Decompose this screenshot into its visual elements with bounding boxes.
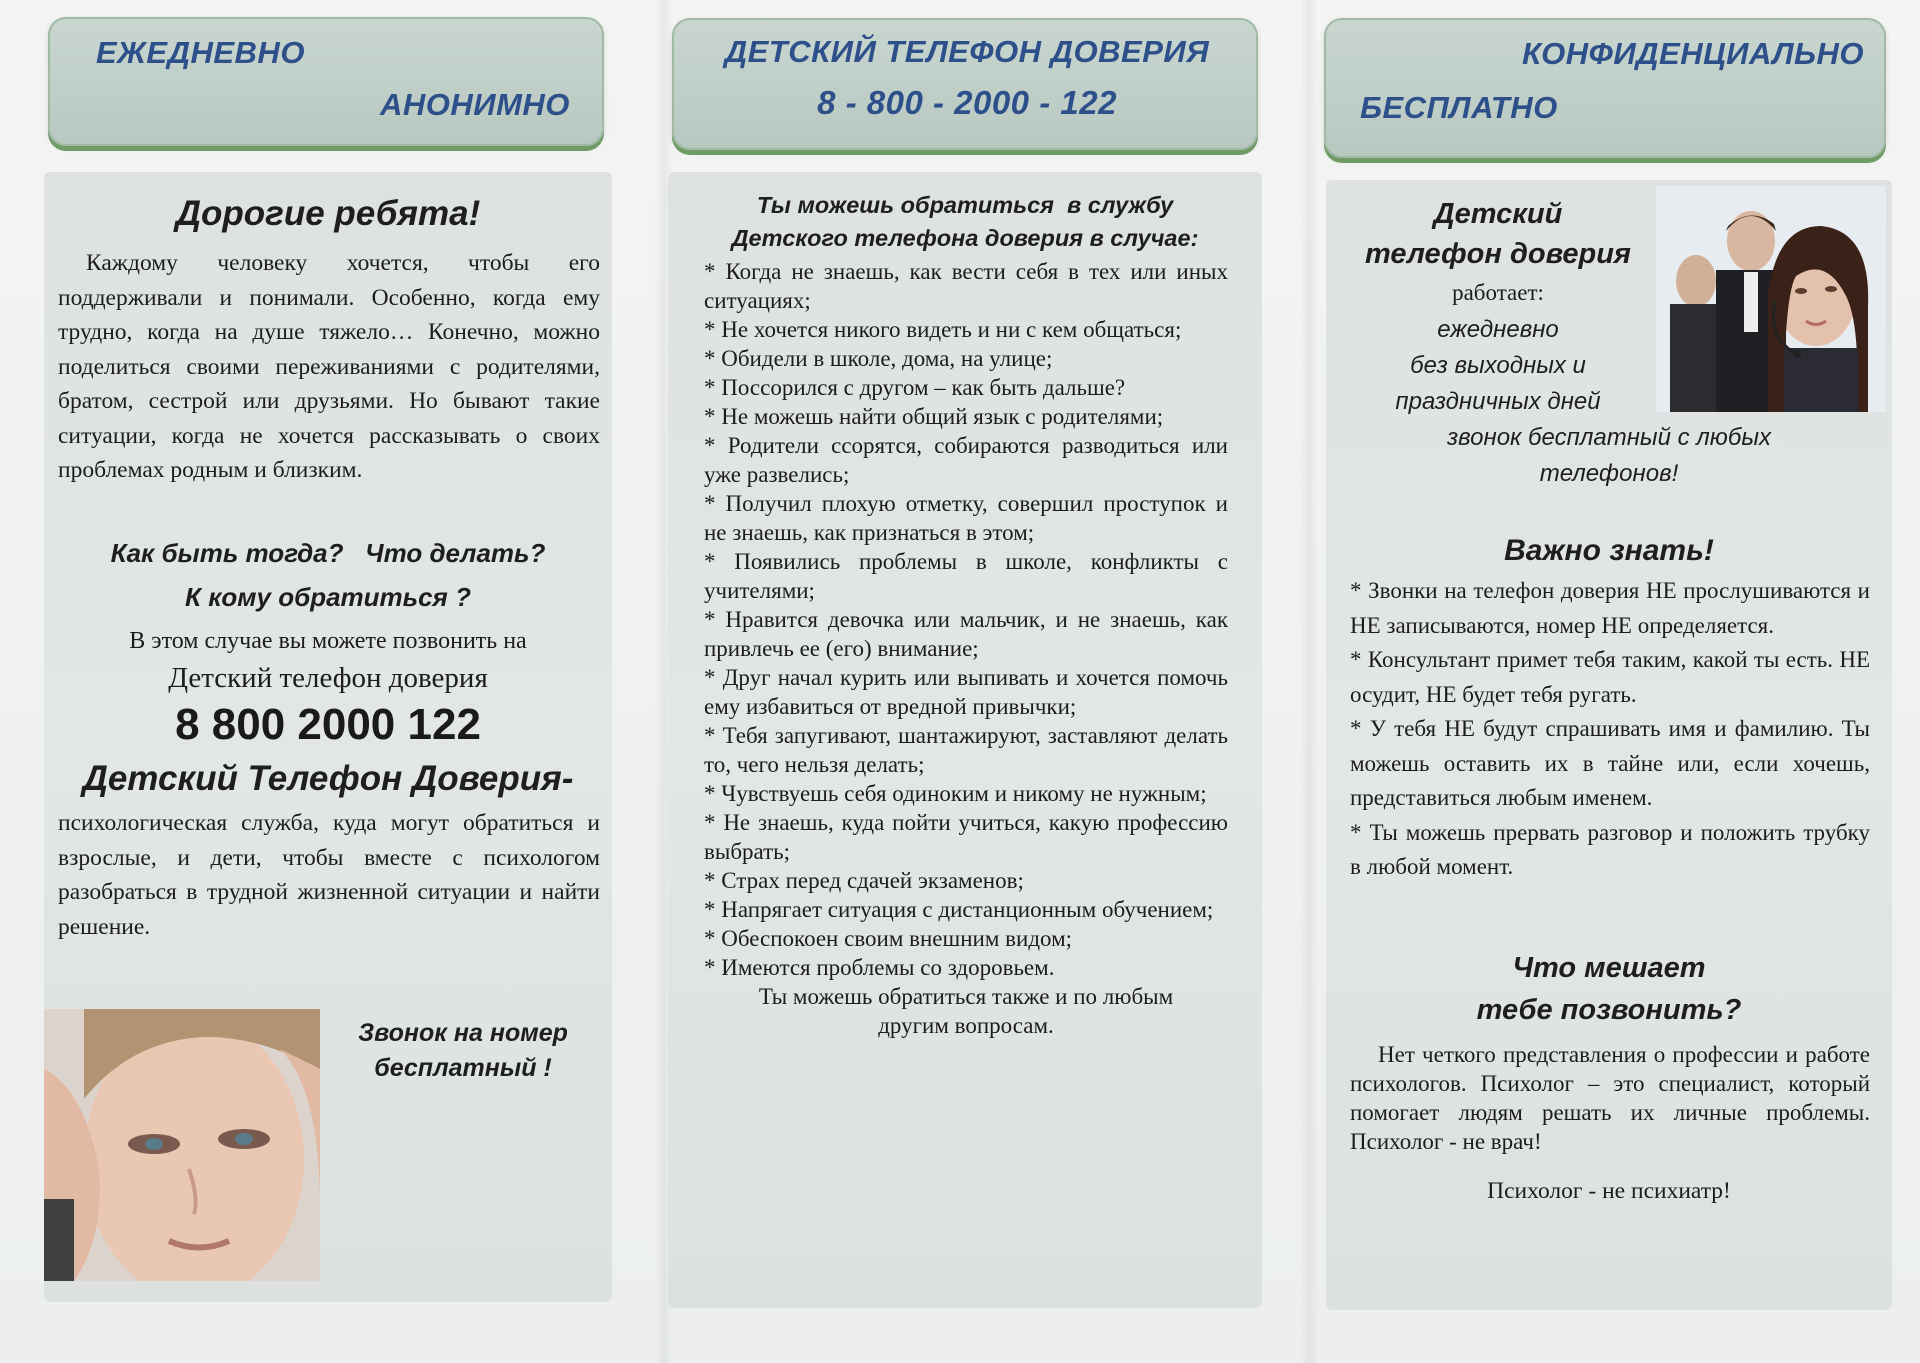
call-text: В этом случае вы можете позвонить на [129,628,527,654]
list-item: * Имеются проблемы со здоровьем. [704,955,1055,980]
greeting-heading: Дорогие ребята! [175,194,481,233]
free-any-phone: звонок бесплатный с любых [1446,424,1771,451]
left-panel [44,172,612,1302]
free-call-note: Звонок на номер бесплатный ! [358,1019,568,1082]
list-item: * Когда не знаешь, как вести себя в тех или иных ситуациях; [704,259,1228,313]
crying-boy-photo [44,1009,320,1281]
question-what-to-do: Как быть тогда? Что делать? [110,538,546,568]
obstacle-heading-1: Что мешает [1512,952,1706,984]
right-banner [1324,18,1886,158]
list-item: * Родители ссорятся, собираются разводиться или уже развелись; [704,433,1228,487]
banner-hotline-title: ДЕТСКИЙ ТЕЛЕФОН ДОВЕРИЯ [724,34,1210,69]
list-item: * Друг начал курить или выпивать и хочется помочь ему избавиться от вредной привычки; [704,665,1228,719]
phone-number: 8 800 2000 122 [175,700,481,749]
list-item: * Не хочется никого видеть и ни с кем общаться; [704,317,1182,342]
service-description: психологическая служба, куда могут обратиться и взрослые, и дети, чтобы вместе с психологом разобраться в трудной жизненной ситуации и найти решение. [58,810,600,940]
list-item: * Получил плохую отметку, совершил проступок и не знаешь, как признаться в этом; [704,491,1228,545]
list-item: * Консультант примет тебя таким, какой ты есть. НЕ осудит, НЕ будет тебя ругать. [1350,647,1870,707]
right-title-line-2: телефон доверия [1364,238,1632,270]
intro-paragraph: Каждому человеку хочется, чтобы его поддерживали и понимали. Особенно, когда ему трудно, когда на душе тяжело… Конечно, можно поделиться своими переживаниями с родителями, братом, сестрой или друзьями. Но бывают такие ситуации, когда не хочется рассказывать о своих проблемах родным и близким. [58,250,600,483]
list-item: * Не можешь найти общий язык с родителями; [704,404,1164,429]
list-item: * Тебя запугивают, шантажируют, заставляют делать то, чего нельзя делать; [704,723,1228,777]
obstacle-text: Нет четкого представления о профессии и работе психологов. Психолог – это специалист, который помогает людям решать их личные проблемы. Психолог - не врач! [1350,1042,1870,1154]
list-item: * Не знаешь, куда пойти учиться, какую профессию выбрать; [704,810,1228,864]
service-heading: Детский Телефон Доверия- [82,759,574,798]
list-item: * Звонки на телефон доверия НЕ прослушиваются и НЕ записываются, номер НЕ определяется. [1350,578,1870,638]
list-item: * Появились проблемы в школе, конфликты с учителями; [704,549,1228,603]
right-title-line-1: Детский [1433,198,1563,230]
list-item: * У тебя НЕ будут спрашивать имя и фамилию. Ты можешь оставить их в тайне или, если хочешь, представиться любым именем. [1350,716,1870,810]
banner-hotline-phone: 8 - 800 - 2000 - 122 [817,84,1117,121]
list-item: * Обеспокоен своим внешним видом; [704,926,1073,951]
hours-no-weekends: без выходных и [1410,352,1586,379]
middle-panel [668,172,1262,1308]
operators-photo [1656,186,1886,412]
final-note: Психолог - не психиатр! [1487,1178,1731,1204]
banner-word-anonymous: АНОНИМНО [380,87,570,122]
list-item: * Страх перед сдачей экзаменов; [704,868,1024,893]
banner-word-free: БЕСПЛАТНО [1360,90,1558,125]
left-banner [48,17,604,146]
list-item: * Ты можешь прервать разговор и положить трубку в любой момент. [1350,819,1870,879]
question-whom-to-contact: К кому обратиться ? [185,582,471,612]
middle-heading-1: Ты можешь обратиться в службу [756,192,1174,218]
free-any-phone-2: телефонов! [1539,460,1679,487]
list-item: * Напрягает ситуация с дистанционным обучением; [704,897,1214,922]
list-item: * Поссорился с другом – как быть дальше? [704,375,1126,400]
facts-list [1350,574,1870,885]
obstacle-heading-2: тебе позвонить? [1476,994,1742,1026]
list-item: * Нравится девочка или мальчик, и не знаешь, как привлечь ее (его) внимание; [704,607,1228,661]
hours-daily: ежедневно [1437,316,1559,343]
important-heading: Важно знать! [1504,534,1714,567]
banner-word-confidential: КОНФИДЕНЦИАЛЬНО [1521,36,1864,71]
hours-no-holidays: праздничных дней [1395,388,1601,415]
right-column [1310,0,1920,1363]
middle-heading-2: Детского телефона доверия в случае: [731,225,1199,251]
middle-closing: Ты можешь обратиться также и по любым другим вопросам. [758,984,1174,1038]
list-item: * Чувствуешь себя одиноким и никому не нужным; [704,781,1207,806]
situations-list [704,257,1228,1040]
list-item: * Обидели в школе, дома, на улице; [704,346,1053,371]
middle-column [660,0,1300,1363]
left-column [0,0,650,1363]
service-name: Детский телефон доверия [168,662,488,694]
works-label: работает: [1452,280,1544,305]
right-panel [1326,180,1892,1310]
middle-banner [672,18,1258,150]
banner-word-daily: ЕЖЕДНЕВНО [96,35,305,70]
